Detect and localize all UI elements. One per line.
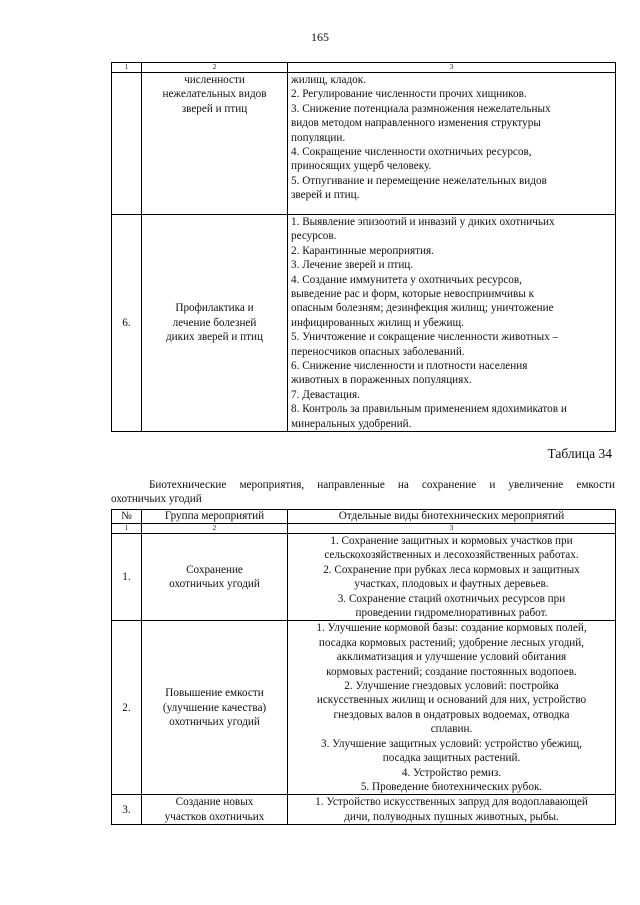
group-cell	[142, 621, 288, 795]
table-title-line: охотничьих угодий	[111, 493, 202, 505]
group-text: зверей и птиц	[181, 102, 248, 115]
measures-cell	[288, 534, 616, 621]
measure-text: 4. Создание иммунитета у охотничьих ресурсов,	[291, 273, 522, 286]
group-text: охотничьих угодий	[169, 578, 260, 591]
measure-text: 8. Контроль за правильным применением ядохимикатов и	[291, 403, 567, 416]
table-row	[112, 73, 616, 215]
group-text: нежелательных видов	[162, 88, 267, 101]
measure-text: 2. Улучшение гнездовых условий: постройка	[344, 680, 559, 693]
table-title	[111, 478, 615, 506]
group-text: охотничьих угодий	[169, 716, 260, 729]
table-column-number-row	[112, 63, 616, 73]
column-number: 2	[142, 63, 288, 73]
row-number	[112, 73, 142, 215]
table-title-line: Биотехнические мероприятия, направленные на сохранение и увеличение емкости	[149, 479, 615, 491]
measure-text: опасным болезням; дезинфекция жилищ; уничтожение	[291, 302, 554, 315]
measure-text: 4. Устройство ремиз.	[401, 766, 502, 779]
measure-text: 1. Устройство искусственных запруд для водоплавающей	[315, 796, 588, 809]
table-caption: Таблица 34	[547, 446, 612, 461]
measure-text: 7. Девастация.	[291, 388, 360, 401]
group-text: Профилактика и	[175, 302, 254, 315]
group-cell	[142, 73, 288, 215]
measure-text: 3. Снижение потенциала размножения нежелательных	[291, 102, 551, 115]
measure-text: 3. Сохранение стаций охотничьих ресурсов при	[337, 592, 566, 605]
measure-text: зверей и птиц.	[291, 189, 360, 202]
biotechnical-measures-table	[111, 509, 616, 825]
group-cell	[142, 215, 288, 432]
row-number: 1.	[112, 534, 142, 621]
group-text: (улучшение качества)	[162, 701, 267, 714]
measure-text: выведение рас и форм, которые невосприимчивы к	[291, 288, 535, 301]
measure-text: 5. Проведение биотехнических рубок.	[360, 780, 543, 793]
measure-text: животных в пораженных популяциях.	[291, 374, 472, 387]
measure-text: 5. Отпугивание и перемещение нежелательных видов	[291, 174, 547, 187]
group-text: Сохранение	[186, 563, 243, 576]
page-number: 165	[311, 30, 329, 44]
measure-text: 1. Сохранение защитных и кормовых участков при	[330, 535, 573, 547]
measure-text: искусственных жилищ и оснований для них, устройство	[316, 694, 587, 707]
measures-cell	[288, 795, 616, 825]
group-text: участков охотничьих	[164, 810, 265, 823]
measure-text: 6. Снижение численности и плотности населения	[291, 360, 528, 373]
group-text: численности	[184, 74, 245, 86]
measure-text: гнездовых валов в ондатровых водоемах, отводка	[333, 708, 570, 721]
measure-text: ресурсов.	[291, 230, 337, 243]
column-number: 1	[112, 524, 142, 534]
table-row	[112, 534, 616, 621]
measures-cell	[288, 621, 616, 795]
measure-text: переносчиков опасных заболеваний.	[291, 345, 465, 358]
group-text: Создание новых	[175, 796, 254, 809]
row-number: 2.	[112, 621, 142, 795]
column-number: 2	[142, 524, 288, 534]
measure-text: проведении гидромелиоративных работ.	[355, 607, 548, 620]
measures-cell	[288, 215, 616, 432]
measure-text: сплавин.	[430, 723, 473, 736]
group-text: диких зверей и птиц	[165, 331, 264, 344]
measure-text: 4. Сокращение численности охотничьих ресурсов,	[291, 146, 532, 159]
measure-text: 1. Выявление эпизоотий и инвазий у диких охотничьих	[291, 216, 555, 228]
measure-text: минеральных удобрений.	[291, 417, 412, 430]
group-cell	[142, 534, 288, 621]
row-number: 6.	[112, 215, 142, 432]
measure-text: приносящих ущерб человеку.	[291, 160, 432, 173]
column-number: 3	[288, 524, 616, 534]
measure-text: инфицированных жилищ и убежищ.	[291, 316, 464, 329]
column-number: 3	[288, 63, 616, 73]
measure-text: 3. Улучшение защитных условий: устройство убежищ,	[321, 737, 582, 750]
table-header-row	[112, 510, 616, 524]
measure-text: жилищ, кладок.	[291, 74, 366, 86]
table-continuation	[111, 62, 616, 432]
group-cell	[142, 795, 288, 825]
measure-text: участках, плодовых и фаутных деревьев.	[354, 578, 549, 591]
measure-text: 1. Улучшение кормовой базы: создание кормовых полей,	[316, 622, 587, 635]
measure-text: посадка защитных растений.	[382, 752, 521, 765]
measure-text: 3. Лечение зверей и птиц.	[291, 259, 414, 272]
measure-text: акклиматизация и улучшение условий обитания	[336, 651, 567, 664]
column-number: 1	[112, 63, 142, 73]
table-row	[112, 621, 616, 795]
measure-text: сельскохозяйственных и лесохозяйственных работах.	[324, 549, 579, 562]
measure-text: популяции.	[291, 131, 346, 144]
measure-text: кормовых растений; создание постоянных водопоев.	[326, 665, 577, 678]
measures-cell	[288, 73, 616, 215]
column-header: Отдельные виды биотехнических мероприятий	[288, 510, 616, 524]
measure-text: 5. Уничтожение и сокращение численности животных –	[291, 331, 559, 344]
row-number: 3.	[112, 795, 142, 825]
measure-text: посадка кормовых растений; удобрение лесных угодий,	[318, 636, 585, 649]
table-column-number-row	[112, 524, 616, 534]
group-text: лечение болезней	[172, 316, 257, 329]
measure-text: 2. Регулирование численности прочих хищников.	[291, 88, 527, 101]
measure-text: дичи, полуводных пушных животных, рыбы.	[344, 810, 559, 823]
column-header: Группа мероприятий	[142, 510, 288, 524]
column-header: №	[112, 510, 142, 524]
group-text: Повышение емкости	[165, 687, 264, 700]
measure-text: 2. Карантинные мероприятия.	[291, 244, 434, 257]
table-row	[112, 795, 616, 825]
measure-text: видов методом направленного изменения структуры	[291, 117, 541, 130]
measure-text: 2. Сохранение при рубках леса кормовых и защитных	[323, 563, 580, 576]
table-row	[112, 215, 616, 432]
